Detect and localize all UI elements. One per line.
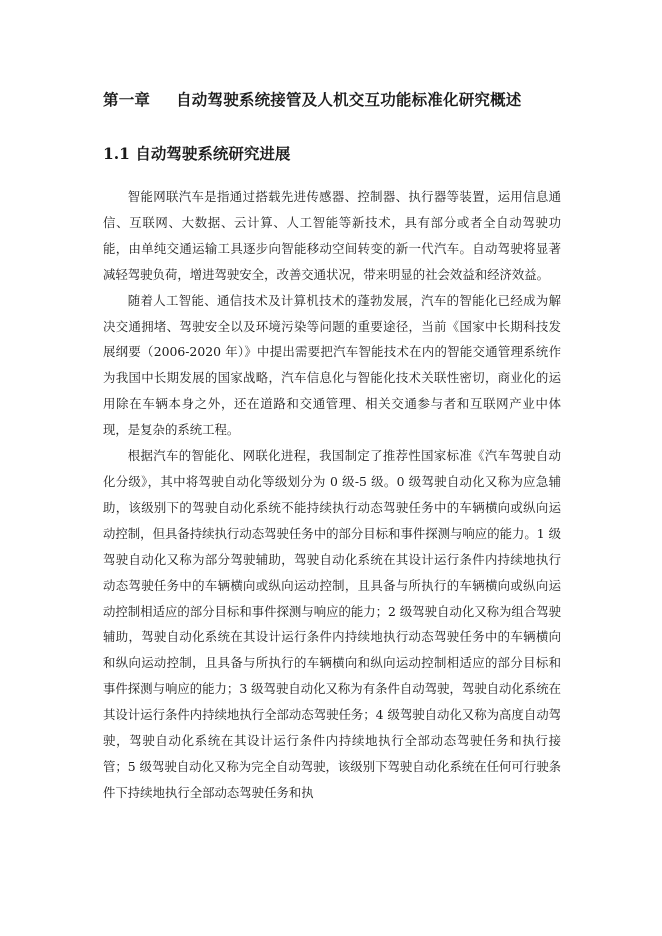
paragraph-2: 随着人工智能、通信技术及计算机技术的蓬勃发展，汽车的智能化已经成为解决交通拥堵、驾驶安全以及环境污染等问题的重要途径，当前《国家中长期科技发展纲要（2006-2020 年）》中提出需要把汽车智能技术在内的智能交通管理系统作为我国中长期发展的国家战略，汽车信息化与智能化技术关联性密切，商业化的运用除在车辆本身之外，还在道路和交通管理、相关交通参与者和互联网产业中体现，是复杂的系统工程。 <box>103 292 561 438</box>
chapter-number: 第一章 <box>103 90 151 109</box>
paragraph-1: 智能网联汽车是指通过搭载先进传感器、控制器、执行器等装置，运用信息通信、互联网、大数据、云计算、人工智能等新技术，具有部分或者全自动驾驶功能，由单纯交通运输工具逐步向智能移动空间转变的新一代汽车。自动驾驶将显著减轻驾驶负荷，增进驾驶安全，改善交通状况，带来明显的社会效益和经济效益。 <box>103 189 561 282</box>
body-text <box>103 184 561 806</box>
chapter-title: 自动驾驶系统接管及人机交互功能标准化研究概述 <box>176 90 522 109</box>
section-heading: 1.1 自动驾驶系统研究进展 <box>103 144 291 163</box>
paragraph-3: 根据汽车的智能化、网联化进程，我国制定了推荐性国家标准《汽车驾驶自动化分级》，其中将驾驶自动化等级划分为 0 级-5 级。0 级驾驶自动化又称为应急辅助，该级别下的驾驶自动化系统不能持续执行动态驾驶任务中的车辆横向或纵向运动控制，但具备持续执行动态驾驶任务中的部分目标和事件探测与响应的能力。1 级驾驶自动化又称为部分驾驶辅助，驾驶自动化系统在其设计运行条件内持续地执行动态驾驶任务中的车辆横向或纵向运动控制，且具备与所执行的车辆横向或纵向运动控制相适应的部分目标和事件探测与响应的能力；2 级驾驶自动化又称为组合驾驶辅助，驾驶自动化系统在其设计运行条件内持续地执行动态驾驶任务中的车辆横向和纵向运动控制，且具备与所执行的车辆横向和纵向运动控制相适应的部分目标和事件探测与响应的能力；3 级驾驶自动化又称为有条件自动驾驶，驾驶自动化系统在其设计运行条件内持续地执行全部动态驾驶任务；4 级驾驶自动化又称为高度自动驾驶，驾驶自动化系统在其设计运行条件内持续地执行全部动态驾驶任务和执行接管；5 级驾驶自动化又称为完全自动驾驶，该级别下驾驶自动化系统在任何可行驶条件下持续地执行全部动态驾驶任务和执 <box>103 448 561 800</box>
chapter-heading <box>103 88 522 110</box>
